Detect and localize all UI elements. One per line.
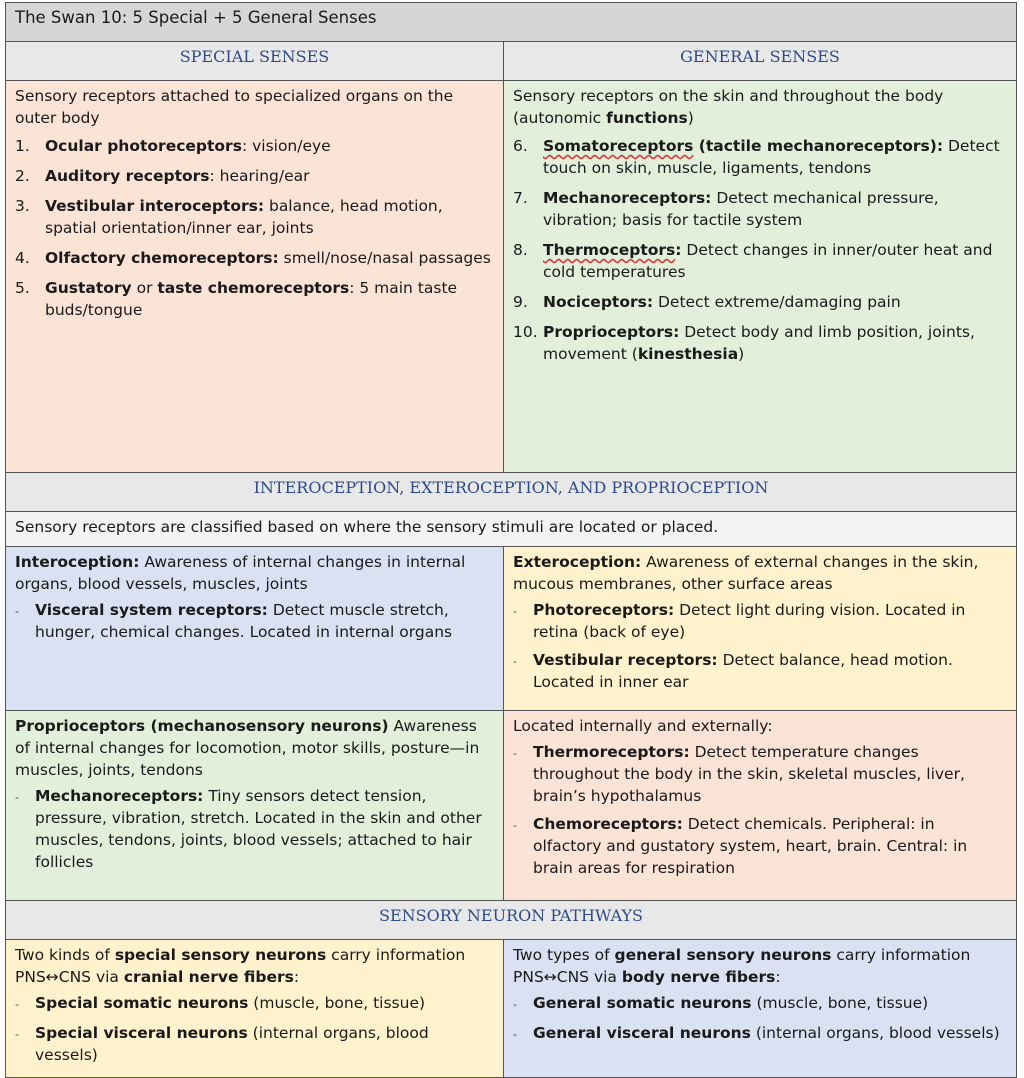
- list-item: 4. Olfactory chemoreceptors: smell/nose/nasal passages: [15, 249, 491, 267]
- general-senses-cell: [504, 81, 1017, 473]
- list-item: 8. Thermoceptors: Detect changes in inner/outer heat and cold temperatures: [513, 241, 993, 281]
- section-header-sensory-neuron-pathways: SENSORY NEURON PATHWAYS: [6, 901, 1017, 940]
- list-item: - General visceral neurons (internal organs, blood vessels): [513, 1022, 1007, 1046]
- classification-intro: Sensory receptors are classified based on where the sensory stimuli are located or placed.: [6, 512, 1017, 547]
- list-item: - General somatic neurons (muscle, bone, tissue): [513, 992, 1007, 1016]
- list-item: 9. Nociceptors: Detect extreme/damaging pain: [513, 293, 901, 311]
- list-item: 5. Gustatory or taste chemoreceptors: 5 main taste buds/tongue: [15, 279, 458, 319]
- list-item: - Mechanoreceptors: Tiny sensors detect tension, pressure, vibration, stretch. Located in the skin and other muscles, tendons, joints, blood vessels; attached to hair follicles: [15, 787, 482, 871]
- list-item: - Vestibular receptors: Detect balance, head motion. Located in inner ear: [513, 651, 953, 691]
- internal-external-cell: [504, 711, 1017, 901]
- special-senses-cell: [6, 81, 504, 473]
- special-senses-list: [15, 135, 494, 321]
- senses-table: [5, 2, 1017, 1078]
- general-neurons-cell: [504, 940, 1017, 1078]
- dash-bullet: -: [15, 998, 19, 1011]
- dash-bullet: -: [513, 655, 517, 668]
- special-senses-intro: Sensory receptors attached to specialized organs on the outer body: [15, 87, 454, 127]
- dash-bullet: -: [513, 819, 517, 832]
- exteroception-cell: [504, 547, 1017, 711]
- dash-bullet: -: [15, 605, 19, 618]
- dash-bullet: -: [15, 791, 19, 804]
- dash-bullet: -: [513, 605, 517, 618]
- list-item: 10. Proprioceptors: Detect body and limb position, joints, movement (kinesthesia): [513, 323, 975, 363]
- exteroception-text: Exteroception: Awareness of external changes in the skin, mucous membranes, other surface areas: [513, 553, 979, 593]
- list-item: - Photoreceptors: Detect light during vision. Located in retina (back of eye): [513, 601, 966, 641]
- list-item: 1. Ocular photoreceptors: vision/eye: [15, 137, 331, 155]
- dash-bullet: -: [513, 1028, 517, 1041]
- interoception-text: Interoception: Awareness of internal changes in internal organs, blood vessels, muscles, joints: [15, 553, 466, 593]
- table-title: The Swan 10: 5 Special + 5 General Senses: [6, 3, 1017, 42]
- dash-bullet: -: [513, 998, 517, 1011]
- list-item: - Special somatic neurons (muscle, bone, tissue): [15, 992, 494, 1016]
- section-header-intero-extero-proprio: INTEROCEPTION, EXTEROCEPTION, AND PROPRIOCEPTION: [6, 473, 1017, 512]
- general-neurons-text: Two types of general sensory neurons carry information PNS↔CNS via body nerve fibers:: [513, 946, 971, 986]
- interoception-cell: [6, 547, 504, 711]
- list-item: - Visceral system receptors: Detect muscle stretch, hunger, chemical changes. Located in internal organs: [15, 601, 453, 641]
- list-item: 2. Auditory receptors: hearing/ear: [15, 167, 310, 185]
- general-senses-list: [513, 135, 1007, 365]
- special-senses-header: SPECIAL SENSES: [6, 42, 504, 81]
- proprioception-cell: [6, 711, 504, 901]
- special-neurons-cell: [6, 940, 504, 1078]
- list-item: - Special visceral neurons (internal organs, blood vessels): [15, 1024, 429, 1064]
- general-senses-intro: Sensory receptors on the skin and throughout the body (autonomic functions): [513, 87, 944, 127]
- list-item: - Thermoreceptors: Detect temperature changes throughout the body in the skin, skeletal muscles, liver, brain’s hypothalamus: [513, 743, 965, 805]
- list-item: 7. Mechanoreceptors: Detect mechanical pressure, vibration; basis for tactile system: [513, 189, 939, 229]
- dash-bullet: -: [513, 747, 517, 760]
- list-item: - Chemoreceptors: Detect chemicals. Peripheral: in olfactory and gustatory system, heart, brain. Central: in brain areas for respiration: [513, 815, 968, 877]
- dash-bullet: -: [15, 1028, 19, 1041]
- list-item: 6. Somatoreceptors (tactile mechanoreceptors): Detect touch on skin, muscle, ligaments, tendons: [513, 137, 1000, 177]
- internal-external-intro: Located internally and externally:: [513, 717, 773, 735]
- general-senses-header: GENERAL SENSES: [504, 42, 1017, 81]
- special-neurons-text: Two kinds of special sensory neurons carry information PNS↔CNS via cranial nerve fibers:: [15, 946, 466, 986]
- proprioception-text: Proprioceptors (mechanosensory neurons) Awareness of internal changes for locomotion, motor skills, posture—in muscles, joints, tendons: [15, 717, 480, 779]
- list-item: 3. Vestibular interoceptors: balance, head motion, spatial orientation/inner ear, joints: [15, 197, 443, 237]
